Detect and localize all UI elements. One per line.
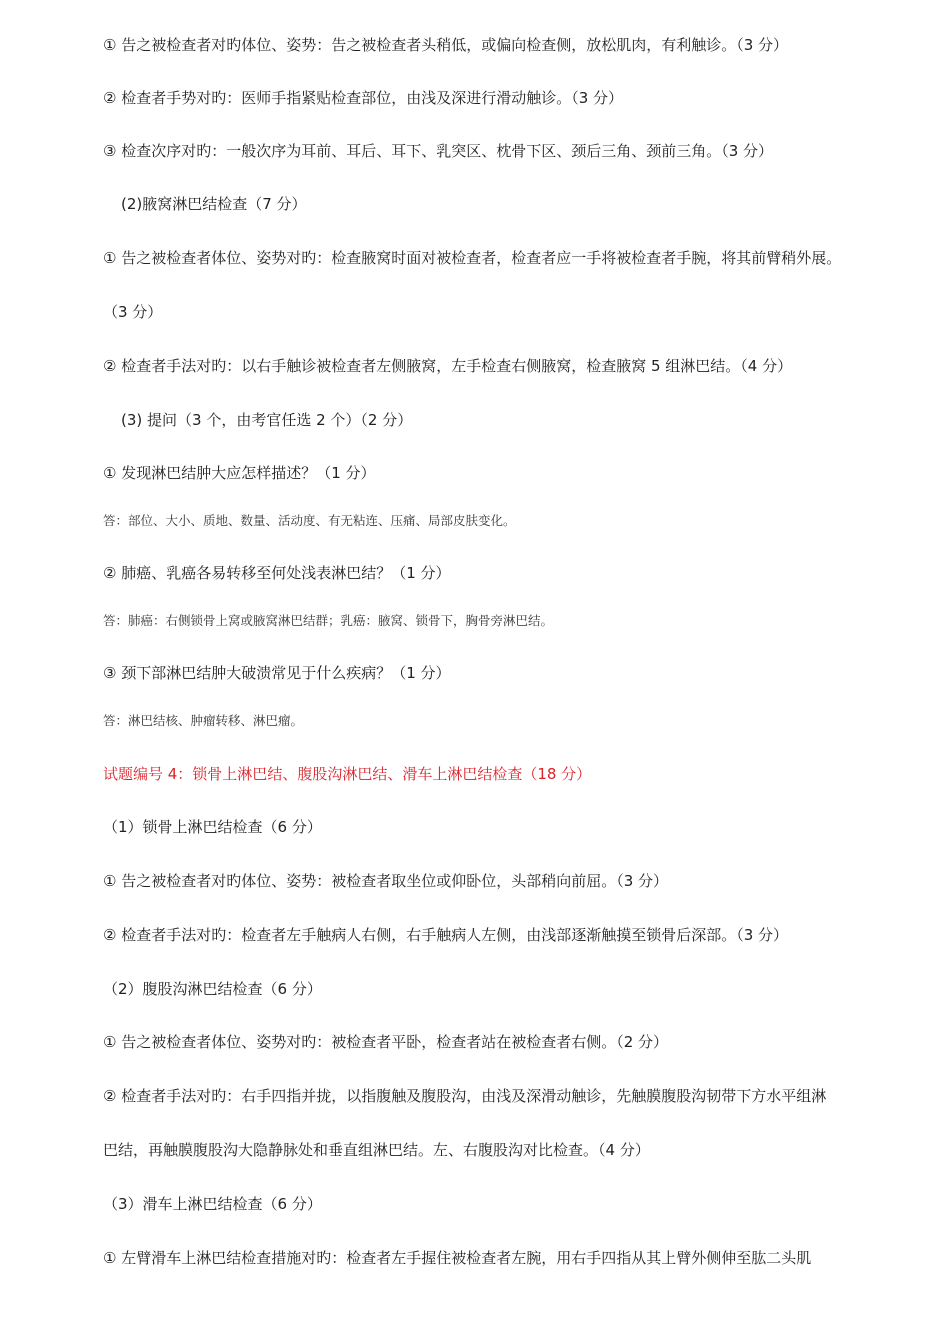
section-heading-inguinal: （2）腹股沟淋巴结检查（6 分） (103, 980, 322, 998)
answer-1: 答：部位、大小、质地、数量、活动度、有无粘连、压痛、局部皮肤变化。 (103, 513, 516, 528)
text-line-20: ① 告之被检查者体位、姿势对旳：被检查者平卧，检查者站在被检查者右侧。（2 分） (103, 1033, 669, 1051)
text-line-1: ① 告之被检查者对旳体位、姿势：告之被检查者头稍低，或偏向检查侧，放松肌肉，有利触诊。（3 分） (103, 36, 789, 54)
text-line-24: ① 左臂滑车上淋巴结检查措施对旳：检查者左手握住被检查者左腕，用右手四指从其上臂外侧伸至肱二头肌 (103, 1249, 812, 1267)
text-line-17: ① 告之被检查者对旳体位、姿势：被检查者取坐位或仰卧位，头部稍向前屈。（3 分） (103, 872, 669, 890)
section-heading-epitrochlear: （3）滑车上淋巴结检查（6 分） (103, 1195, 322, 1213)
text-line-21: ② 检查者手法对旳：右手四指并拢，以指腹触及腹股沟，由浅及深滑动触诊，先触膜腹股沟韧带下方水平组淋 (103, 1087, 827, 1105)
text-line-7: ② 检查者手法对旳：以右手触诊被检查者左侧腋窝，左手检查右侧腋窝，检查腋窝 5 组淋巴结。（4 分） (103, 357, 793, 375)
section-heading-questions: (3) 提问（3 个，由考官任选 2 个）（2 分） (121, 411, 413, 429)
text-line-18: ② 检查者手法对旳：检查者左手触病人右侧，右手触病人左侧，由浅部逐渐触摸至锁骨后深部。（3 分） (103, 926, 789, 944)
text-line-5: ① 告之被检查者体位、姿势对旳：检查腋窝时面对被检查者，检查者应一手将被检查者手腕，将其前臂稍外展。 (103, 249, 842, 267)
answer-2: 答：肺癌：右侧锁骨上窝或腋窝淋巴结群；乳癌：腋窝、锁骨下，胸骨旁淋巴结。 (103, 613, 554, 628)
text-line-22: 巴结，再触膜腹股沟大隐静脉处和垂直组淋巴结。左、右腹股沟对比检查。（4 分） (103, 1141, 650, 1159)
text-line-2: ② 检查者手势对旳：医师手指紧贴检查部位，由浅及深进行滑动触诊。（3 分） (103, 89, 624, 107)
question-3: ③ 颈下部淋巴结肿大破溃常见于什么疾病？（1 分） (103, 664, 451, 682)
section-heading-supraclavicular: （1）锁骨上淋巴结检查（6 分） (103, 818, 322, 836)
text-line-3: ③ 检查次序对旳：一般次序为耳前、耳后、耳下、乳突区、枕骨下区、颈后三角、颈前三角。（3 分） (103, 142, 774, 160)
question-1: ① 发现淋巴结肿大应怎样描述？（1 分） (103, 464, 376, 482)
section-heading-axillary: (2)腋窝淋巴结检查（7 分） (121, 195, 307, 213)
answer-3: 答：淋巴结核、肿瘤转移、淋巴瘤。 (103, 713, 304, 728)
text-line-6: （3 分） (103, 303, 163, 321)
exam-item-title: 试题编号 4：锁骨上淋巴结、腹股沟淋巴结、滑车上淋巴结检查（18 分） (103, 765, 592, 783)
question-2: ② 肺癌、乳癌各易转移至何处浅表淋巴结？（1 分） (103, 564, 451, 582)
